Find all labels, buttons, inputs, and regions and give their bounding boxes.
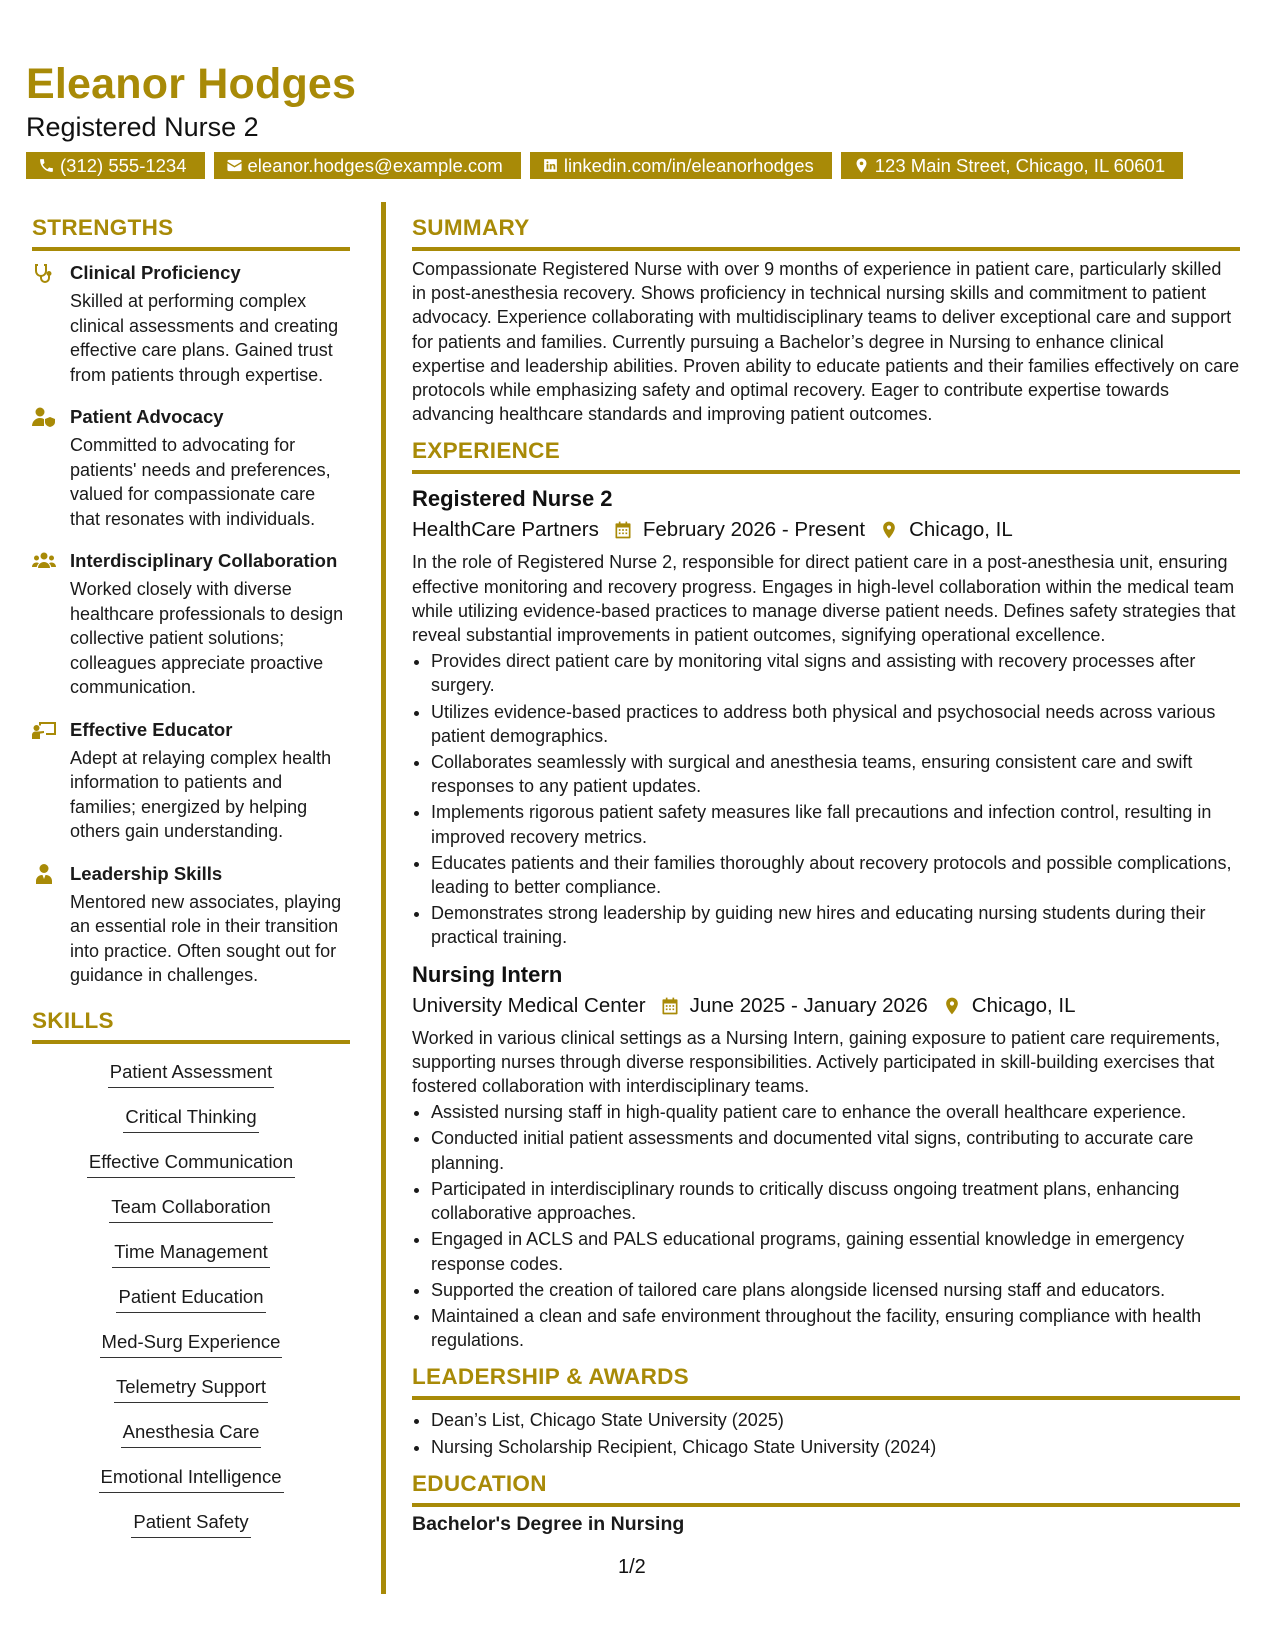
skill-item: [32, 1465, 350, 1510]
strength-description: Skilled at performing complex clinical assessments and creating effective care plans. Gained trust from patients through expertise.: [70, 291, 339, 385]
job-meta: [412, 992, 1240, 1020]
skill-label: Anesthesia Care: [121, 1420, 262, 1448]
skill-label: Effective Communication: [87, 1150, 295, 1178]
experience-heading: EXPERIENCE: [412, 438, 1240, 474]
phone-icon: [38, 157, 55, 174]
summary-text: Compassionate Registered Nurse with over 9 months of experience in patient care, particularly skilled in post-anesthesia recovery. Shows proficiency in technical nursing skills and commitment to patient advocacy. Experience collaborating with multidisciplinary teams to deliver exceptional care and support for patients and families. Currently pursuing a Bachelor’s degree in Nursing to enhance clinical expertise and leadership abilities. Proven ability to educate patients and their families effectively on care protocols while emphasizing safety and optimal recovery. Eager to contribute expertise towards advancing healthcare standards and improving patient outcomes.: [412, 259, 1240, 425]
contact-linkedin-text: linkedin.com/in/eleanorhodges: [563, 155, 814, 176]
skills-list: [32, 1060, 350, 1555]
contact-email[interactable]: [214, 152, 521, 179]
skill-label: Critical Thinking: [123, 1105, 258, 1133]
job-bullet: • Provides direct patient care by monitoring vital signs and assisting with recovery processes after surgery.: [431, 649, 1240, 697]
job-entry: [412, 484, 1240, 949]
job-bullet: • Supported the creation of tailored care plans alongside licensed nursing staff and educators.: [431, 1278, 1240, 1302]
skill-item: [32, 1285, 350, 1330]
job-description: In the role of Registered Nurse 2, responsible for direct patient care in a post-anesthesia unit, ensuring effective monitoring and recovery progress. Engages in high-level collaboration within the medical team while utilizing evidence-based practices to manage diverse patient needs. Defines safety strategies that reveal substantial improvements in patient outcomes, signifying operational excellence.: [412, 552, 1236, 646]
job-entry: [412, 960, 1240, 1353]
job-description: Worked in various clinical settings as a Nursing Intern, gaining exposure to patient care requirements, supporting nurses through diverse responsibilities. Actively participated in skill-building exercises that fostered collaboration with interdisciplinary teams.: [412, 1027, 1221, 1097]
calendar-icon: [613, 520, 633, 540]
job-bullet: • Collaborates seamlessly with surgical and anesthesia teams, ensuring consistent care and swift responses to any patient updates.: [431, 750, 1240, 798]
map-pin-icon: [853, 157, 870, 174]
strength-title: Leadership Skills: [70, 862, 223, 884]
job-bullet: • Educates patients and their families thoroughly about recovery protocols and possible complications, leading to better compliance.: [431, 851, 1240, 899]
skill-item: [32, 1330, 350, 1375]
contact-address[interactable]: [841, 152, 1183, 179]
education-degree: Bachelor's Degree in Nursing: [412, 1512, 685, 1535]
contact-email-text: eleanor.hodges@example.com: [247, 155, 503, 176]
skills-heading: SKILLS: [32, 1008, 350, 1044]
user-shield-icon: [32, 407, 56, 427]
skill-item: [32, 1510, 350, 1555]
education-heading: EDUCATION: [412, 1471, 1240, 1507]
skill-item: [32, 1060, 350, 1105]
skill-item: [32, 1105, 350, 1150]
job-meta: [412, 516, 1240, 544]
awards-heading: LEADERSHIP & AWARDS: [412, 1364, 1240, 1400]
candidate-name: Eleanor Hodges: [26, 60, 357, 108]
strength-description: Mentored new associates, playing an essential role in their transition into practice. Often sought out for guidance in challenges.: [70, 891, 342, 985]
map-marker-icon: [942, 996, 962, 1016]
job-bullet: • Utilizes evidence-based practices to address both physical and psychosocial needs across various patient demographics.: [431, 700, 1240, 748]
skill-label: Med-Surg Experience: [100, 1330, 283, 1358]
job-bullet: • Implements rigorous patient safety measures like fall precautions and infection control, resulting in improved recovery metrics.: [431, 800, 1240, 848]
skill-label: Emotional Intelligence: [99, 1465, 284, 1493]
skill-item: [32, 1420, 350, 1465]
job-title: Registered Nurse 2: [412, 486, 613, 512]
contact-address-text: 123 Main Street, Chicago, IL 60601: [874, 155, 1166, 176]
envelope-icon: [226, 157, 243, 174]
job-dates: June 2025 - January 2026: [689, 993, 928, 1017]
job-bullets: [412, 1100, 1240, 1352]
linkedin-icon: [542, 157, 559, 174]
stethoscope-icon: [32, 263, 56, 283]
strength-description: Worked closely with diverse healthcare professionals to design collective patient solutions; colleagues appreciate proactive communication.: [70, 579, 344, 697]
summary-heading: SUMMARY: [412, 215, 1240, 251]
strength-title: Effective Educator: [70, 718, 233, 740]
map-marker-icon: [879, 520, 899, 540]
contact-bar: [26, 152, 1183, 179]
strength-item: [32, 718, 350, 844]
calendar-icon: [660, 996, 680, 1016]
job-company: University Medical Center: [412, 993, 646, 1017]
strength-item: [32, 405, 350, 531]
job-title: Nursing Intern: [412, 961, 563, 987]
job-bullet: • Participated in interdisciplinary rounds to critically discuss ongoing treatment plans, enhancing collaborative approaches.: [431, 1177, 1240, 1225]
job-company: HealthCare Partners: [412, 518, 599, 542]
skill-label: Time Management: [112, 1240, 270, 1268]
award-item: • Nursing Scholarship Recipient, Chicago State University (2024): [431, 1435, 1240, 1459]
contact-linkedin[interactable]: [530, 152, 832, 179]
chalkboard-teacher-icon: [32, 720, 56, 740]
contact-phone[interactable]: [26, 152, 205, 179]
left-column: [32, 215, 350, 1555]
job-bullet: • Conducted initial patient assessments and documented vital signs, contributing to accurate care planning.: [431, 1126, 1240, 1174]
job-bullet: • Demonstrates strong leadership by guiding new hires and educating nursing students during their practical training.: [431, 901, 1240, 949]
job-bullet: • Engaged in ACLS and PALS educational programs, gaining essential knowledge in emergency response codes.: [431, 1227, 1240, 1275]
strength-description: Committed to advocating for patients' needs and preferences, valued for compassionate care that resonates with individuals.: [70, 435, 331, 529]
skill-label: Team Collaboration: [109, 1195, 272, 1223]
strength-title: Interdisciplinary Collaboration: [70, 550, 338, 571]
job-bullet: • Maintained a clean and safe environment throughout the facility, ensuring compliance with health regulations.: [431, 1304, 1240, 1352]
skill-label: Patient Assessment: [108, 1060, 274, 1088]
skill-item: [32, 1195, 350, 1240]
job-location: Chicago, IL: [971, 993, 1076, 1017]
strength-title: Patient Advocacy: [70, 406, 224, 427]
skill-item: [32, 1375, 350, 1420]
page-number: 1/2: [618, 1556, 646, 1578]
skill-label: Patient Education: [116, 1285, 265, 1313]
user-tie-icon: [32, 864, 56, 884]
strengths-list: [32, 261, 350, 988]
candidate-role: Registered Nurse 2: [26, 112, 259, 142]
award-item: • Dean’s List, Chicago State University (2025): [431, 1408, 1240, 1432]
right-column: [412, 215, 1240, 1536]
strength-title: Clinical Proficiency: [70, 262, 241, 283]
strength-item: [32, 261, 350, 387]
awards-list: [412, 1408, 1240, 1458]
job-location: Chicago, IL: [909, 518, 1013, 542]
job-bullets: [412, 649, 1240, 949]
skill-item: [32, 1150, 350, 1195]
strength-description: Adept at relaying complex health information to patients and families; energized by helping others gain understanding.: [70, 747, 332, 841]
users-icon: [32, 551, 56, 571]
job-dates: February 2026 - Present: [642, 518, 866, 542]
strength-item: [32, 862, 350, 988]
skill-item: [32, 1240, 350, 1285]
job-bullet: • Assisted nursing staff in high-quality patient care to enhance the overall healthcare experience.: [431, 1100, 1240, 1124]
strength-item: [32, 549, 350, 700]
column-divider: [381, 202, 386, 1594]
skill-label: Patient Safety: [131, 1510, 250, 1538]
contact-phone-text: (312) 555-1234: [60, 155, 187, 176]
strengths-heading: STRENGTHS: [32, 215, 350, 251]
skill-label: Telemetry Support: [114, 1375, 268, 1403]
